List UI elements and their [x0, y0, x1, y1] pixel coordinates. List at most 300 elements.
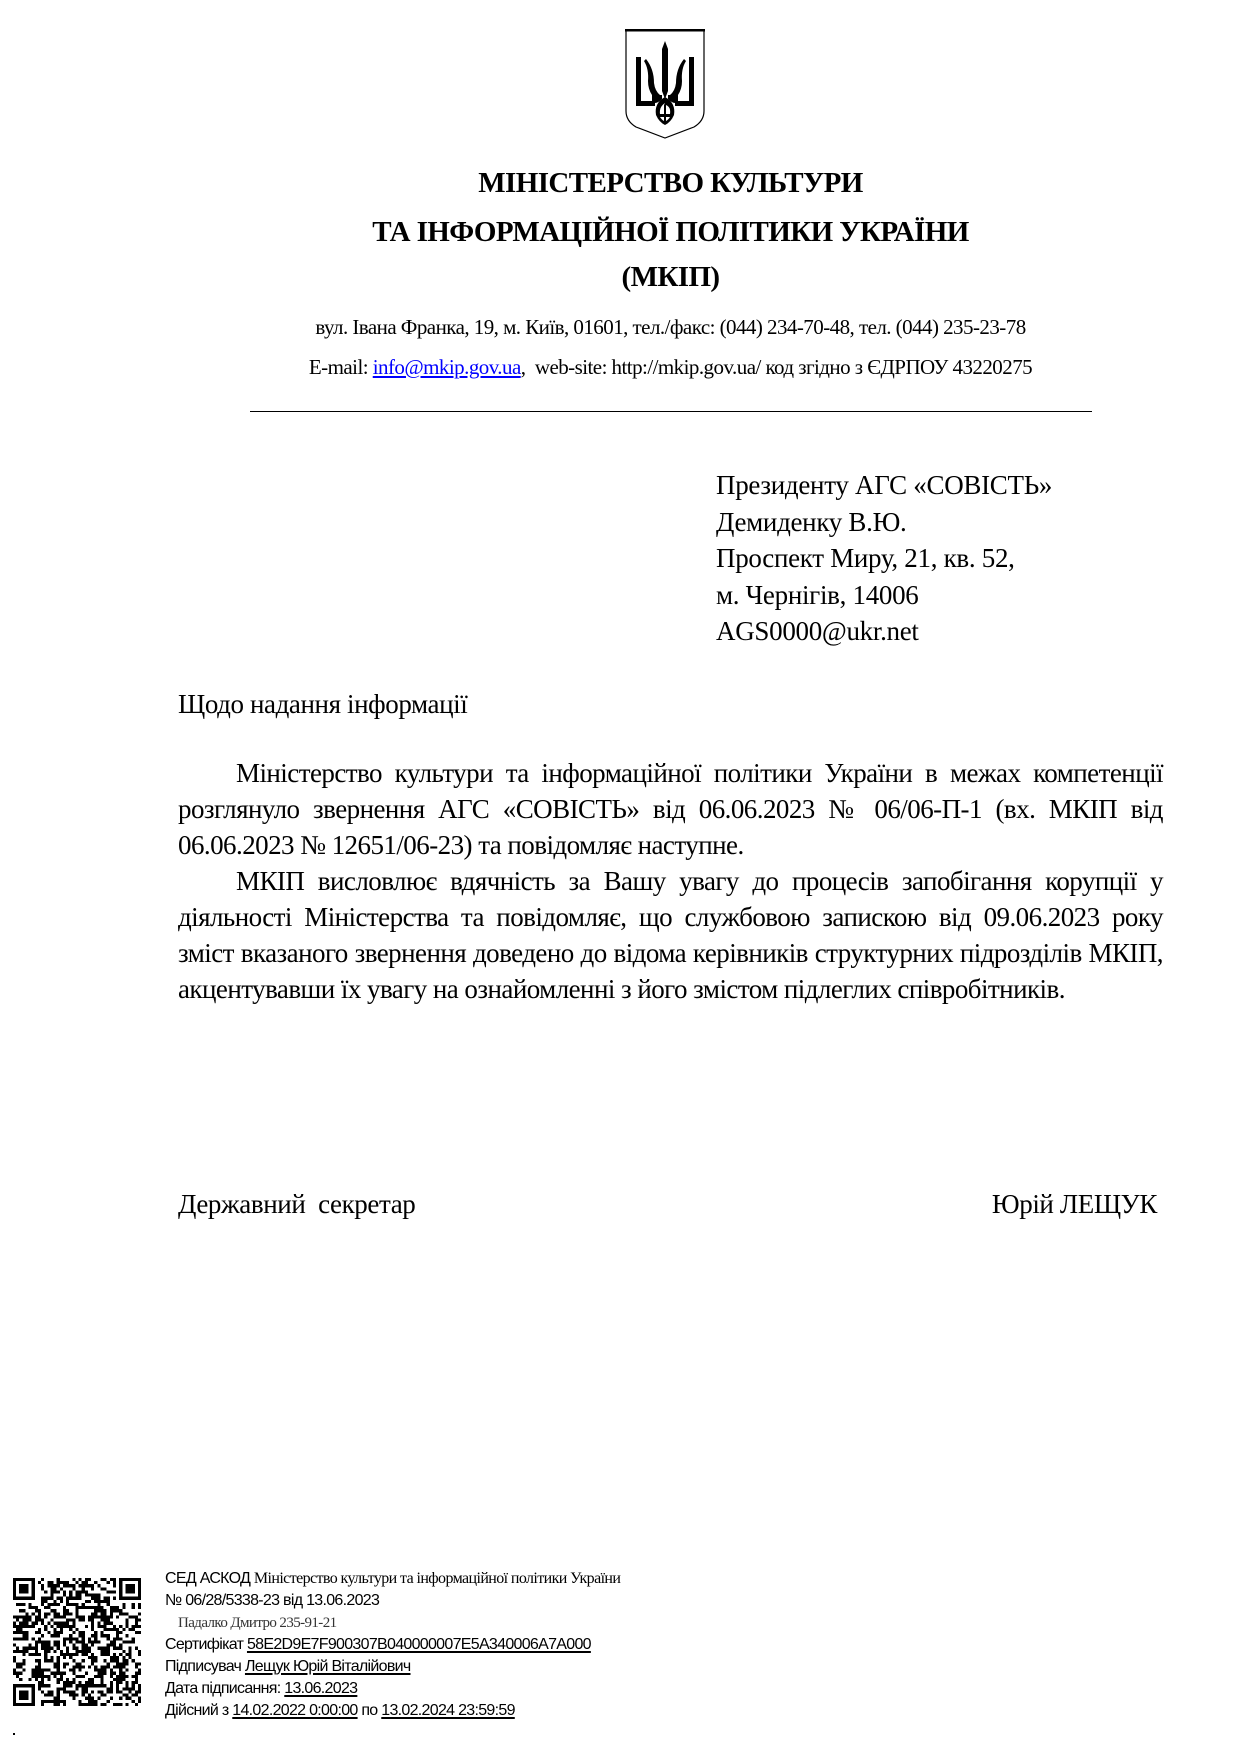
qr-module — [72, 1669, 75, 1672]
qr-module — [75, 1653, 78, 1656]
qr-module — [132, 1628, 135, 1631]
qr-module — [100, 1694, 103, 1697]
qr-module — [57, 1669, 60, 1672]
qr-module — [116, 1631, 119, 1634]
qr-module — [110, 1687, 113, 1690]
qr-module — [35, 1619, 38, 1622]
qr-module — [94, 1659, 97, 1662]
qr-module — [138, 1700, 141, 1703]
qr-module — [63, 1622, 66, 1625]
qr-module — [85, 1600, 88, 1603]
qr-module — [132, 1597, 135, 1600]
website-and-code: , web-site: http://mkip.gov.ua/ код згідно з ЄДРПОУ 43220275 — [520, 355, 1033, 379]
qr-module — [100, 1609, 103, 1612]
email-link[interactable]: info@mkip.gov.ua — [372, 355, 521, 379]
qr-module — [116, 1609, 119, 1612]
qr-module — [94, 1600, 97, 1603]
qr-module — [135, 1678, 138, 1681]
qr-module — [94, 1594, 97, 1597]
qr-module — [50, 1584, 53, 1587]
qr-module — [116, 1678, 119, 1681]
valid-to-label: по — [361, 1702, 378, 1719]
qr-module — [100, 1703, 103, 1706]
qr-module — [54, 1665, 57, 1668]
qr-module — [132, 1625, 135, 1628]
qr-module — [113, 1640, 116, 1643]
qr-module — [110, 1684, 113, 1687]
qr-module — [110, 1669, 113, 1672]
qr-module — [113, 1590, 116, 1593]
qr-module — [135, 1681, 138, 1684]
qr-module — [107, 1634, 110, 1637]
qr-module — [88, 1640, 91, 1643]
qr-module — [91, 1662, 94, 1665]
qr-module — [44, 1640, 47, 1643]
qr-module — [107, 1615, 110, 1618]
qr-module — [100, 1600, 103, 1603]
qr-module — [69, 1619, 72, 1622]
qr-module — [25, 1625, 28, 1628]
qr-module — [72, 1665, 75, 1668]
qr-module — [82, 1665, 85, 1668]
qr-module — [44, 1659, 47, 1662]
qr-module — [100, 1612, 103, 1615]
qr-module — [119, 1653, 122, 1656]
qr-module — [32, 1653, 35, 1656]
qr-module — [107, 1687, 110, 1690]
qr-module — [57, 1678, 60, 1681]
qr-module — [113, 1665, 116, 1668]
qr-module — [110, 1628, 113, 1631]
sign-date-value: 13.06.2023 — [284, 1680, 358, 1697]
qr-module — [47, 1659, 50, 1662]
qr-module — [57, 1681, 60, 1684]
qr-module — [29, 1578, 32, 1581]
qr-module — [60, 1615, 63, 1618]
qr-module — [44, 1612, 47, 1615]
qr-module — [25, 1684, 28, 1687]
qr-module — [132, 1637, 135, 1640]
qr-module — [94, 1597, 97, 1600]
qr-module — [113, 1625, 116, 1628]
qr-module — [94, 1656, 97, 1659]
qr-module — [60, 1675, 63, 1678]
qr-module — [116, 1675, 119, 1678]
qr-module — [72, 1631, 75, 1634]
qr-module — [119, 1631, 122, 1634]
qr-module — [116, 1681, 119, 1684]
signer-position: Державний секретар — [178, 1189, 416, 1219]
qr-module — [75, 1590, 78, 1593]
qr-module — [63, 1665, 66, 1668]
qr-module — [35, 1659, 38, 1662]
qr-module — [60, 1587, 63, 1590]
qr-module — [135, 1622, 138, 1625]
qr-module — [29, 1603, 32, 1606]
qr-module — [97, 1672, 100, 1675]
qr-module — [75, 1603, 78, 1606]
qr-module — [85, 1584, 88, 1587]
qr-module — [82, 1690, 85, 1693]
qr-module — [104, 1647, 107, 1650]
qr-module — [38, 1609, 41, 1612]
qr-module — [25, 1690, 28, 1693]
qr-module — [32, 1672, 35, 1675]
qr-module — [107, 1690, 110, 1693]
qr-module — [100, 1606, 103, 1609]
qr-module — [16, 1675, 19, 1678]
qr-module — [32, 1625, 35, 1628]
qr-module — [32, 1690, 35, 1693]
qr-module — [91, 1681, 94, 1684]
qr-module — [72, 1619, 75, 1622]
qr-module — [13, 1637, 16, 1640]
qr-module — [110, 1622, 113, 1625]
qr-module — [13, 1622, 16, 1625]
qr-module — [88, 1678, 91, 1681]
qr-module — [69, 1625, 72, 1628]
qr-module — [88, 1703, 91, 1706]
qr-module — [125, 1590, 128, 1593]
qr-module — [13, 1587, 16, 1590]
qr-module — [41, 1700, 44, 1703]
qr-module — [72, 1653, 75, 1656]
qr-module — [35, 1650, 38, 1653]
qr-module — [19, 1650, 22, 1653]
e-signature-stamp — [165, 1568, 620, 1722]
qr-module — [119, 1590, 122, 1593]
qr-module — [110, 1578, 113, 1581]
qr-module — [66, 1609, 69, 1612]
qr-module — [41, 1672, 44, 1675]
qr-module — [125, 1684, 128, 1687]
qr-module — [63, 1681, 66, 1684]
qr-module — [79, 1619, 82, 1622]
qr-module — [97, 1669, 100, 1672]
qr-module — [41, 1669, 44, 1672]
qr-module — [75, 1665, 78, 1668]
qr-module — [57, 1703, 60, 1706]
qr-module — [119, 1584, 122, 1587]
qr-module — [50, 1597, 53, 1600]
qr-module — [94, 1669, 97, 1672]
qr-module — [91, 1697, 94, 1700]
qr-module — [82, 1644, 85, 1647]
qr-module — [57, 1662, 60, 1665]
qr-module — [107, 1622, 110, 1625]
executor-note: Падалко Дмитро 235-91-21 — [178, 1615, 337, 1631]
qr-module — [25, 1697, 28, 1700]
body-paragraph: МКІП висловлює вдячність за Вашу увагу до процесів запобігання корупції у діяльності Міністерства та повідомляє, що службовою запискою від 09.06.2023 року зміст вказаного звернення доведено до відома керівників структурних підрозділів МКІП, акцентувавши їх увагу на ознайомленні з його змістом підлеглих співробітників. — [178, 866, 1163, 1004]
qr-module — [132, 1584, 135, 1587]
qr-module — [113, 1606, 116, 1609]
qr-module — [88, 1578, 91, 1581]
qr-module — [119, 1672, 122, 1675]
qr-module — [88, 1637, 91, 1640]
signer-label: Підписувач — [165, 1658, 242, 1675]
qr-module — [54, 1600, 57, 1603]
qr-module — [47, 1581, 50, 1584]
qr-module — [66, 1600, 69, 1603]
qr-module — [50, 1590, 53, 1593]
qr-module — [35, 1653, 38, 1656]
qr-module — [119, 1669, 122, 1672]
qr-module — [13, 1656, 16, 1659]
qr-module — [50, 1609, 53, 1612]
qr-module — [47, 1690, 50, 1693]
qr-module — [22, 1703, 25, 1706]
qr-module — [72, 1644, 75, 1647]
qr-module — [60, 1581, 63, 1584]
qr-module — [57, 1597, 60, 1600]
qr-module — [85, 1590, 88, 1593]
qr-module — [110, 1615, 113, 1618]
qr-module — [138, 1625, 141, 1628]
qr-module — [132, 1681, 135, 1684]
qr-module — [13, 1581, 16, 1584]
qr-module — [107, 1619, 110, 1622]
qr-module — [79, 1675, 82, 1678]
qr-module — [22, 1622, 25, 1625]
qr-module — [57, 1697, 60, 1700]
qr-module — [138, 1578, 141, 1581]
qr-module — [91, 1625, 94, 1628]
qr-module — [50, 1672, 53, 1675]
qr-module — [32, 1684, 35, 1687]
qr-module — [22, 1684, 25, 1687]
qr-module — [119, 1681, 122, 1684]
qr-module — [132, 1687, 135, 1690]
qr-module — [88, 1619, 91, 1622]
qr-module — [135, 1672, 138, 1675]
qr-module — [104, 1609, 107, 1612]
qr-module — [119, 1625, 122, 1628]
qr-module — [54, 1703, 57, 1706]
qr-module — [91, 1656, 94, 1659]
qr-module — [110, 1659, 113, 1662]
qr-module — [69, 1669, 72, 1672]
qr-module — [66, 1612, 69, 1615]
qr-module — [57, 1656, 60, 1659]
qr-module — [119, 1647, 122, 1650]
qr-module — [41, 1587, 44, 1590]
qr-module — [35, 1669, 38, 1672]
qr-module — [79, 1631, 82, 1634]
qr-module — [135, 1675, 138, 1678]
stamp-signer-line — [165, 1656, 620, 1678]
qr-module — [69, 1656, 72, 1659]
qr-module — [138, 1584, 141, 1587]
qr-module — [119, 1665, 122, 1668]
qr-module — [13, 1687, 16, 1690]
qr-module — [16, 1597, 19, 1600]
qr-module — [25, 1619, 28, 1622]
qr-module — [50, 1587, 53, 1590]
signer-name: Юрій ЛЕЩУК — [991, 1189, 1157, 1219]
qr-module — [44, 1684, 47, 1687]
qr-module — [25, 1703, 28, 1706]
qr-module — [25, 1647, 28, 1650]
qr-module — [66, 1622, 69, 1625]
qr-module — [82, 1587, 85, 1590]
qr-module — [38, 1672, 41, 1675]
qr-module — [113, 1628, 116, 1631]
qr-module — [16, 1615, 19, 1618]
qr-module — [22, 1662, 25, 1665]
qr-module — [32, 1578, 35, 1581]
qr-module — [132, 1640, 135, 1643]
qr-module — [19, 1631, 22, 1634]
qr-module — [41, 1675, 44, 1678]
qr-module — [122, 1662, 125, 1665]
qr-module — [82, 1640, 85, 1643]
qr-module — [135, 1578, 138, 1581]
qr-module — [75, 1662, 78, 1665]
qr-module — [54, 1609, 57, 1612]
qr-module — [29, 1597, 32, 1600]
qr-module — [69, 1590, 72, 1593]
qr-module — [82, 1687, 85, 1690]
qr-module — [41, 1584, 44, 1587]
qr-module — [25, 1578, 28, 1581]
qr-module — [69, 1603, 72, 1606]
qr-module — [38, 1684, 41, 1687]
qr-module — [97, 1584, 100, 1587]
qr-module — [57, 1690, 60, 1693]
qr-module — [57, 1687, 60, 1690]
recipient-block — [716, 467, 1052, 650]
qr-module — [50, 1634, 53, 1637]
qr-module — [91, 1700, 94, 1703]
qr-module — [69, 1584, 72, 1587]
qr-module — [32, 1606, 35, 1609]
qr-module — [66, 1637, 69, 1640]
qr-module — [50, 1603, 53, 1606]
qr-module — [19, 1584, 22, 1587]
qr-module — [16, 1603, 19, 1606]
qr-module — [122, 1675, 125, 1678]
qr-module — [57, 1578, 60, 1581]
qr-module — [54, 1644, 57, 1647]
qr-module — [32, 1590, 35, 1593]
qr-module — [19, 1690, 22, 1693]
qr-module — [107, 1665, 110, 1668]
qr-module — [82, 1606, 85, 1609]
qr-module — [125, 1578, 128, 1581]
qr-module — [35, 1640, 38, 1643]
qr-module — [75, 1687, 78, 1690]
qr-module — [97, 1603, 100, 1606]
qr-module — [88, 1584, 91, 1587]
qr-module — [60, 1628, 63, 1631]
qr-module — [44, 1669, 47, 1672]
ministry-title-line-2: ТА ІНФОРМАЦІЙНОЇ ПОЛІТИКИ УКРАЇНИ — [372, 216, 969, 248]
qr-module — [82, 1619, 85, 1622]
qr-module — [63, 1615, 66, 1618]
qr-module — [47, 1622, 50, 1625]
stamp-organization: Міністерство культури та інформаційної політики України — [253, 1570, 621, 1587]
qr-module — [38, 1653, 41, 1656]
qr-module — [91, 1587, 94, 1590]
qr-module — [138, 1690, 141, 1693]
qr-module — [60, 1600, 63, 1603]
qr-module — [129, 1690, 132, 1693]
qr-module — [75, 1650, 78, 1653]
qr-module — [25, 1584, 28, 1587]
qr-module — [97, 1684, 100, 1687]
qr-module — [91, 1619, 94, 1622]
qr-module — [104, 1694, 107, 1697]
qr-module — [100, 1647, 103, 1650]
qr-module — [82, 1675, 85, 1678]
qr-module — [16, 1631, 19, 1634]
qr-module — [125, 1669, 128, 1672]
qr-module — [104, 1612, 107, 1615]
qr-module — [41, 1703, 44, 1706]
qr-module — [113, 1637, 116, 1640]
qr-module — [129, 1584, 132, 1587]
qr-module — [122, 1656, 125, 1659]
qr-module — [129, 1687, 132, 1690]
qr-module — [110, 1640, 113, 1643]
qr-module — [113, 1581, 116, 1584]
qr-module — [38, 1681, 41, 1684]
qr-module — [57, 1647, 60, 1650]
qr-module — [91, 1634, 94, 1637]
qr-module — [75, 1647, 78, 1650]
qr-module — [22, 1590, 25, 1593]
qr-module — [63, 1581, 66, 1584]
qr-module — [57, 1603, 60, 1606]
qr-module — [13, 1669, 16, 1672]
qr-module — [116, 1637, 119, 1640]
qr-module — [63, 1672, 66, 1675]
qr-module — [119, 1612, 122, 1615]
qr-module — [122, 1597, 125, 1600]
qr-module — [100, 1678, 103, 1681]
qr-module — [104, 1578, 107, 1581]
stamp-system-line — [165, 1568, 620, 1590]
qr-module — [79, 1665, 82, 1668]
qr-module — [32, 1587, 35, 1590]
qr-module — [122, 1628, 125, 1631]
qr-module — [25, 1615, 28, 1618]
qr-module — [22, 1603, 25, 1606]
qr-module — [125, 1687, 128, 1690]
qr-module — [69, 1628, 72, 1631]
qr-module — [38, 1612, 41, 1615]
qr-module — [32, 1584, 35, 1587]
qr-module — [25, 1631, 28, 1634]
qr-module — [85, 1650, 88, 1653]
qr-module — [79, 1578, 82, 1581]
qr-module — [100, 1631, 103, 1634]
qr-module — [41, 1640, 44, 1643]
qr-module — [104, 1684, 107, 1687]
qr-module — [22, 1597, 25, 1600]
qr-module — [50, 1647, 53, 1650]
qr-module — [25, 1590, 28, 1593]
qr-module — [107, 1590, 110, 1593]
qr-module — [47, 1597, 50, 1600]
qr-module — [88, 1600, 91, 1603]
qr-module — [41, 1681, 44, 1684]
qr-module — [57, 1644, 60, 1647]
qr-module — [129, 1615, 132, 1618]
qr-module — [16, 1578, 19, 1581]
qr-module — [54, 1584, 57, 1587]
qr-module — [44, 1647, 47, 1650]
